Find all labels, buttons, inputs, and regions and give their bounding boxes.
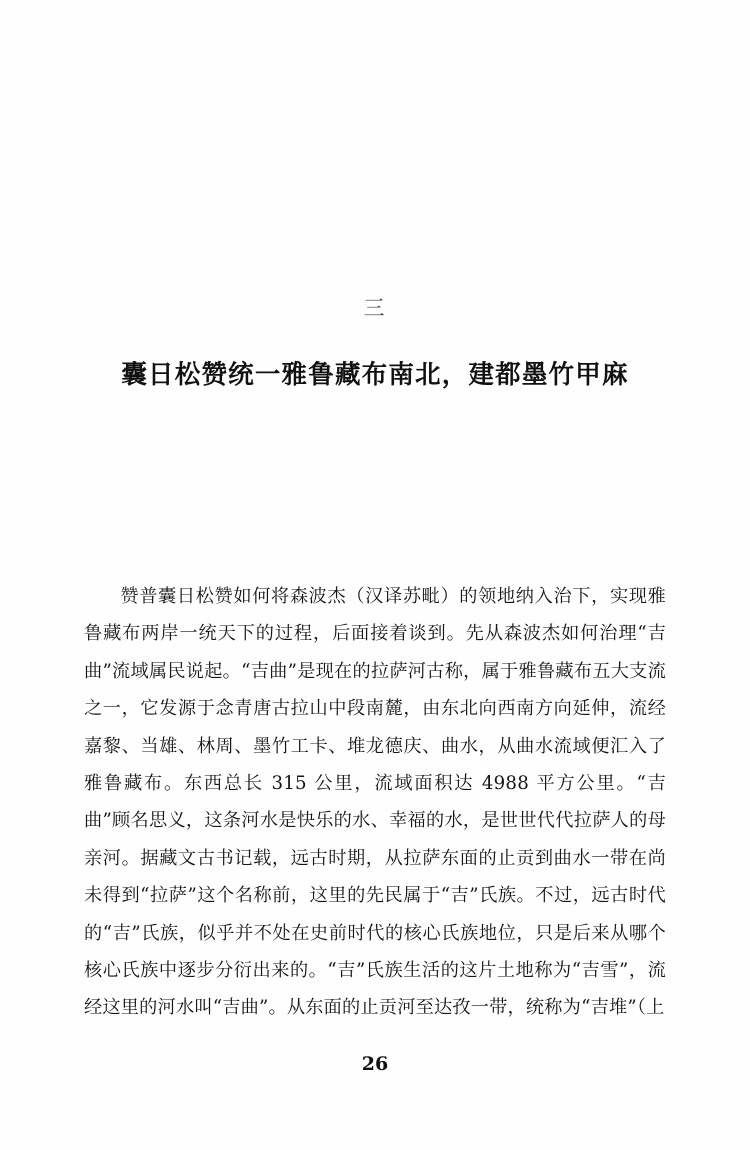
- paragraph-1: 赞普囊日松赞如何将森波杰（汉译苏毗）的领地纳入治下，实现雅鲁藏布两岸一统天下的过程，后面接着谈到。先从森波杰如何治理“吉曲”流域属民说起。“吉曲”是现在的拉萨河古称，属于雅鲁藏布五大支流之一，它发源于念青唐古拉山中段南麓，由东北向西南方向延伸，流经嘉黎、当雄、林周、墨竹工卡、堆龙德庆、曲水，从曲水流域便汇入了雅鲁藏布。东西总长 315 公里，流域面积达 4988 平方公里。“吉曲”顾名思义，这条河水是快乐的水、幸福的水，是世世代代拉萨人的母亲河。据藏文古书记载，远古时期，从拉萨东面的止贡到曲水一带在尚未得到“拉萨”这个名称前，这里的先民属于“吉”氏族。不过，远古时代的“吉”氏族，似乎并不处在史前时代的核心氏族地位，只是后来从哪个核心氏族中逐步分衍出来的。“吉”氏族生活的这片土地称为“吉雪”，流经这里的河水叫“吉曲”。从东面的止贡河至达孜一带，统称为“吉堆”（上: [84, 586, 666, 1019]
- chapter-number: 三: [363, 296, 387, 320]
- page-number: 26: [361, 1053, 389, 1075]
- page-title: 囊日松赞统一雅鲁藏布南北，建都墨竹甲麻: [121, 360, 629, 391]
- body-text: [84, 578, 666, 1027]
